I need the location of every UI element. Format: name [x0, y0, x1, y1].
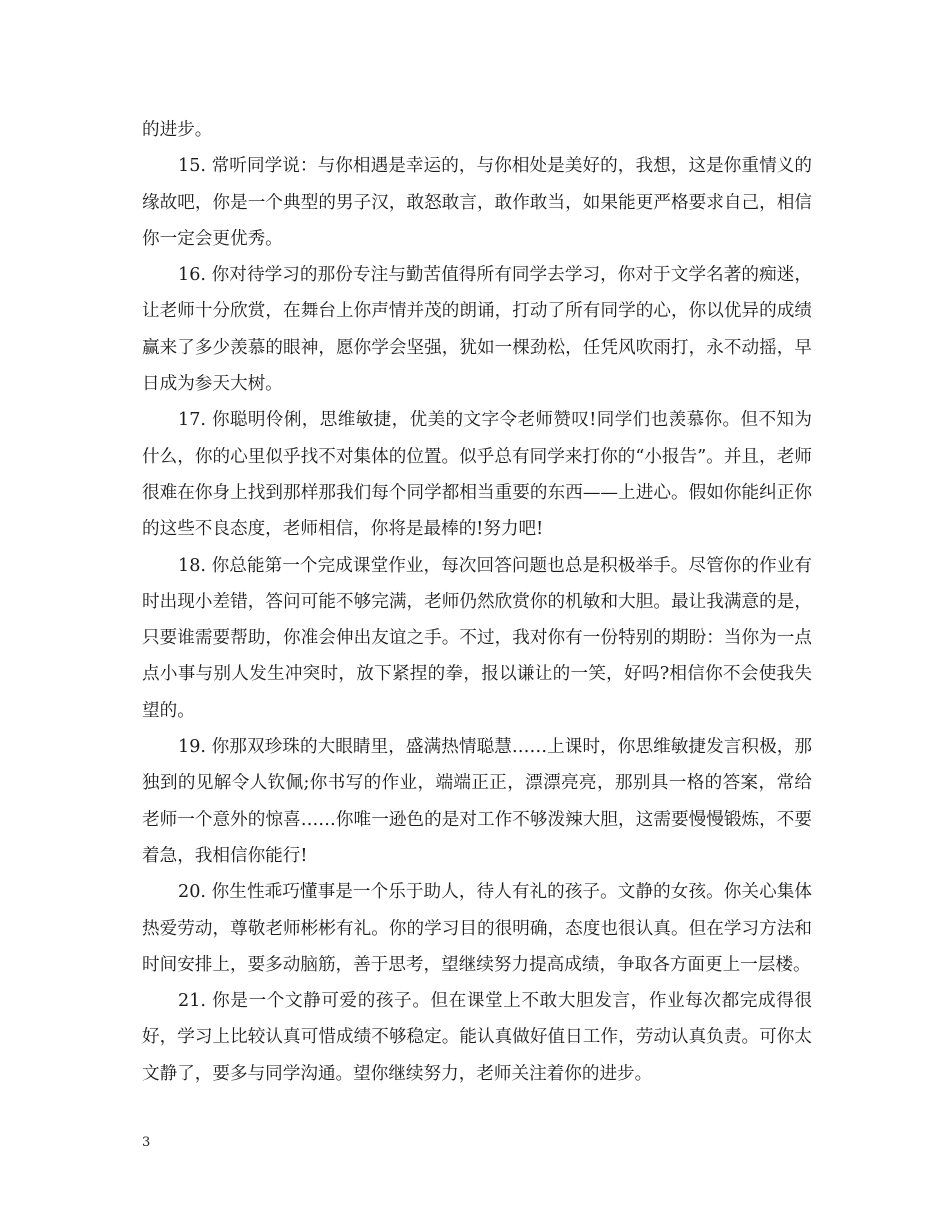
paragraph-item-15: 15. 常听同学说：与你相遇是幸运的，与你相处是美好的，我想，这是你重情义的缘故吧，你是一个典型的男子汉，敢怒敢言，敢作敢当，如果能更严格要求自己，相信你一定会更优秀。: [142, 156, 812, 249]
paragraph-item-20: 20. 你生性乖巧懂事是一个乐于助人，待人有礼的孩子。文静的女孩。你关心集体热爱劳动，尊敬老师彬彬有礼。你的学习目的很明确，态度也很认真。但在学习方法和时间安排上，要多动脑筋，善于思考，望继续努力提高成绩，争取各方面更上一层楼。: [142, 882, 812, 975]
paragraph-continuation: 的进步。: [142, 120, 213, 140]
paragraph-item-18: 18. 你总能第一个完成课堂作业，每次回答问题也总是积极举手。尽管你的作业有时出现小差错，答问可能不够完满，老师仍然欣赏你的机敏和大胆。最让我满意的是，只要谁需要帮助，你准会伸出友谊之手。不过，我对你有一份特别的期盼：当你为一点点小事与别人发生冲突时，放下紧捏的拳，报以谦让的一笑，好吗?相信你不会使我失望的。: [142, 555, 812, 721]
paragraph-item-16: 16. 你对待学习的那份专注与勤苦值得所有同学去学习，你对于文学名著的痴迷，让老师十分欣赏，在舞台上你声情并茂的朗诵，打动了所有同学的心，你以优异的成绩赢来了多少羡慕的眼神，愿你学会坚强，犹如一棵劲松，任凭风吹雨打，永不动摇，早日成为参天大树。: [142, 265, 812, 395]
document-body: [142, 112, 812, 1092]
paragraph-item-19: 19. 你那双珍珠的大眼睛里，盛满热情聪慧……上课时，你思维敏捷发言积极，那独到的见解令人钦佩;你书写的作业，端端正正，漂漂亮亮，那别具一格的答案，常给老师一个意外的惊喜……你唯一逊色的是对工作不够泼辣大胆，这需要慢慢锻炼，不要着急，我相信你能行!: [142, 737, 812, 866]
paragraph-item-17: 17. 你聪明伶俐，思维敏捷，优美的文字令老师赞叹!同学们也羡慕你。但不知为什么，你的心里似乎找不对集体的位置。似乎总有同学来打你的“小报告”。并且，老师很难在你身上找到那样那我们每个同学都相当重要的东西——上进心。假如你能纠正你的这些不良态度，老师相信，你将是最棒的!努力吧!: [142, 410, 812, 540]
paragraph-item-21: 21. 你是一个文静可爱的孩子。但在课堂上不敢大胆发言，作业每次都完成得很好，学习上比较认真可惜成绩不够稳定。能认真做好值日工作，劳动认真负责。可你太文静了，要多与同学沟通。望你继续努力，老师关注着你的进步。: [142, 991, 812, 1084]
page-number: 3: [142, 1135, 151, 1150]
